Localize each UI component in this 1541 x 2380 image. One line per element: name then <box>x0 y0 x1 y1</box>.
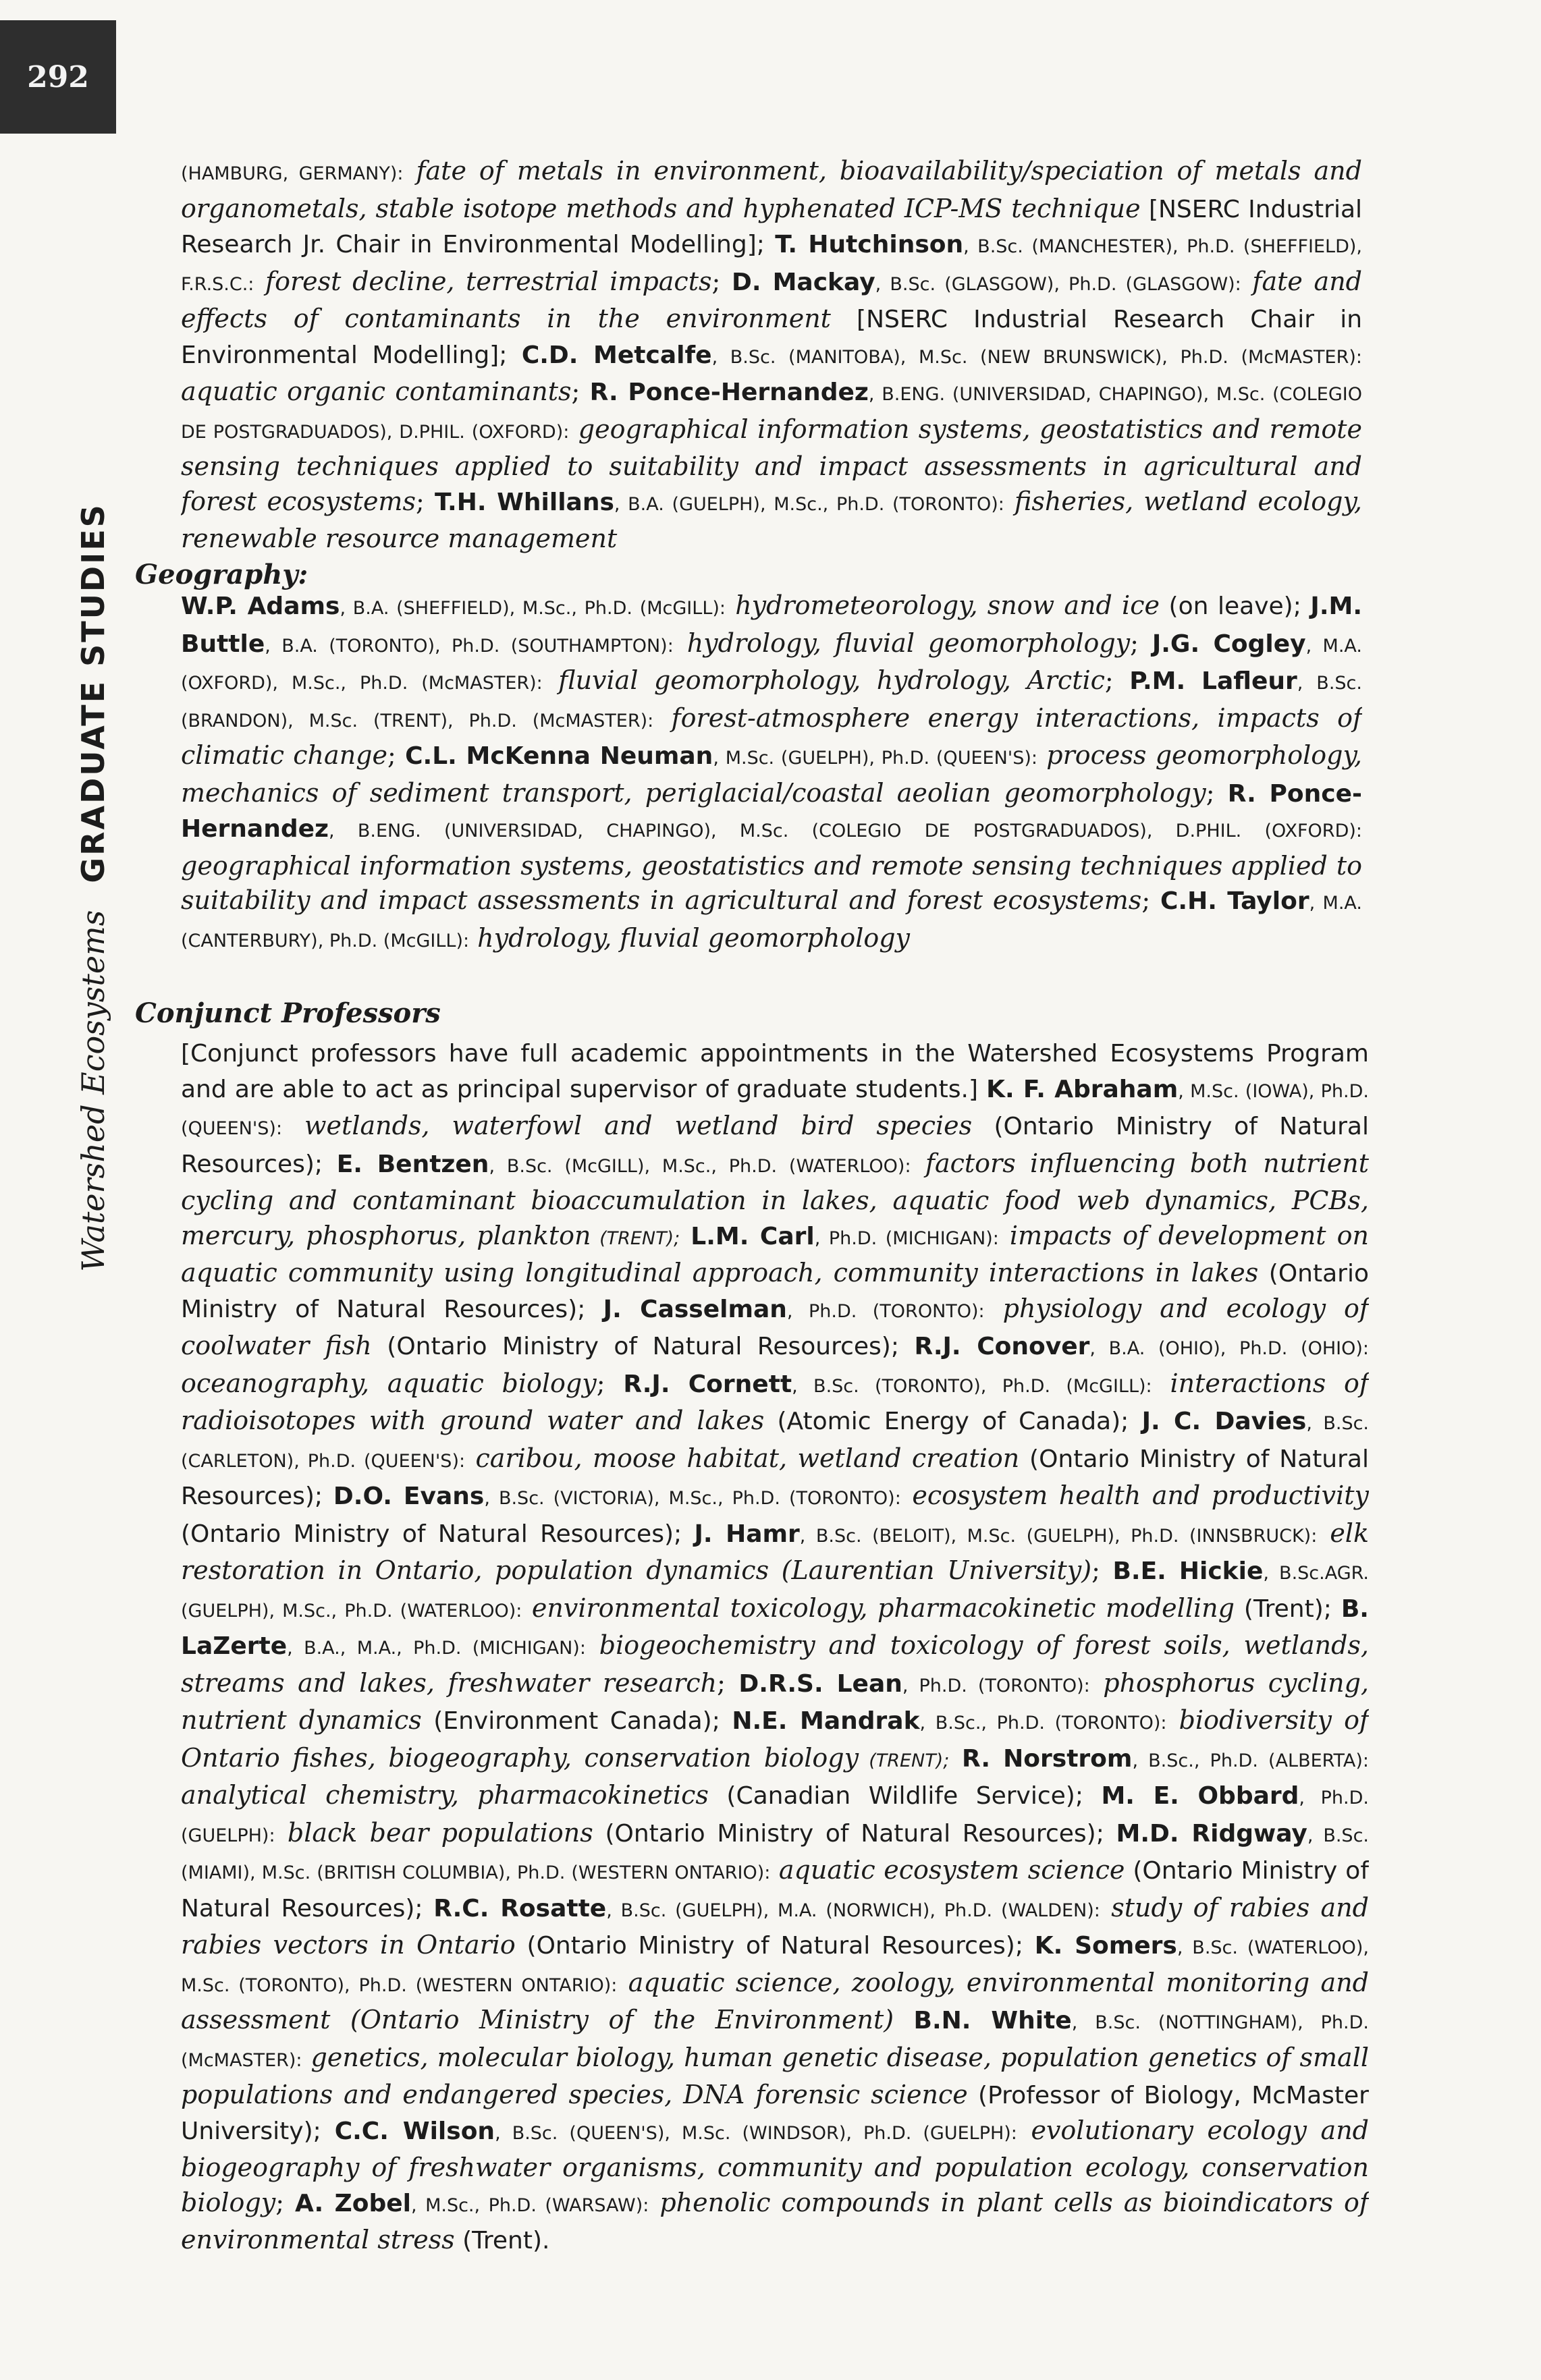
credentials: (HAMBURG, GERMANY): <box>181 163 404 184</box>
credentials: , B.A., M.A., Ph.D. (MICHIGAN): <box>287 1638 586 1659</box>
faculty-name: J. Hamr <box>694 1520 800 1548</box>
credentials: , B.Sc. (BELOIT), M.Sc. (GUELPH), Ph.D. (INNSBRUCK): <box>799 1525 1318 1547</box>
separator: ; <box>415 486 435 516</box>
separator: ; <box>1141 885 1160 915</box>
section-title: GRADUATE STUDIES <box>75 503 111 883</box>
faculty-name: T. Hutchinson <box>775 231 964 258</box>
affiliation: (Ontario Ministry of Natural Resources); <box>371 1333 915 1360</box>
separator <box>680 1221 691 1250</box>
faculty-name: N.E. Mandrak <box>732 1707 920 1735</box>
faculty-name: C.C. Wilson <box>334 2117 495 2145</box>
faculty-name: K. F. Abraham <box>986 1075 1179 1103</box>
faculty-name: B. LaZerte <box>181 1595 1369 1660</box>
affiliation: (TRENT); <box>859 1750 950 1771</box>
separator: ; <box>711 266 732 296</box>
separator: ; <box>717 1667 739 1698</box>
affiliation: (Professor of Biology, McMaster University); <box>181 2082 1369 2145</box>
faculty-name: R. Ponce-Hernandez <box>181 779 1362 843</box>
faculty-name: J. Casselman <box>603 1295 787 1323</box>
separator: ; <box>387 740 406 770</box>
faculty-name: J. C. Davies <box>1141 1408 1307 1435</box>
faculty-name: D. Mackay <box>731 268 875 296</box>
credentials: , B.Sc. (BRANDON), M.Sc. (TRENT), Ph.D. (McMASTER): <box>181 673 1362 731</box>
research-interest: forest decline, terrestrial impacts <box>254 266 712 296</box>
affiliation: (Canadian Wildlife Service); <box>708 1782 1102 1810</box>
credentials: , B.Sc. (VICTORIA), M.Sc., Ph.D. (TORONTO): <box>484 1488 901 1509</box>
credentials: , Ph.D. (GUELPH): <box>181 1788 1369 1846</box>
affiliation: (Ontario Ministry of Natural Resources); <box>181 1857 1369 1922</box>
credentials: , B.Sc. (TORONTO), Ph.D. (McGILL): <box>792 1375 1152 1397</box>
faculty-name: W.P. Adams <box>181 592 340 620</box>
research-interest: fate of metals in environment, bioavailability/speciation of metals and organometals, stable isotope methods and hyphenated ICP-MS technique <box>181 156 1362 223</box>
credentials: , B.Sc. (MANCHESTER), Ph.D. (SHEFFIELD), F.R.S.C.: <box>181 236 1362 295</box>
research-interest: genetics, molecular biology, human genetic disease, population genetics of small populations and endangered species, DNA forensic science <box>181 2042 1369 2109</box>
research-interest: environmental toxicology, pharmacokinetic modelling <box>522 1593 1235 1623</box>
separator <box>894 2005 913 2035</box>
faculty-list-continued <box>181 154 1362 567</box>
research-interest: aquatic ecosystem science <box>770 1855 1125 1885</box>
credentials: , M.A. (CANTERBURY), Ph.D. (McGILL): <box>181 893 1362 951</box>
credentials: , M.Sc. (GUELPH), Ph.D. (QUEEN'S): <box>713 748 1037 769</box>
faculty-name: D.O. Evans <box>333 1483 485 1510</box>
faculty-name: K. Somers <box>1034 1932 1177 1960</box>
faculty-name: A. Zobel <box>294 2189 411 2217</box>
series-title: Watershed Ecosystems <box>75 910 111 1272</box>
research-interest: hydrometeorology, snow and ice <box>726 590 1160 620</box>
affiliation: (Ontario Ministry of Natural Resources); <box>181 1113 1369 1178</box>
credentials: , B.Sc. (CARLETON), Ph.D. (QUEEN'S): <box>181 1413 1369 1472</box>
credentials: , B.Sc., Ph.D. (ALBERTA): <box>1132 1750 1369 1771</box>
faculty-name: R.J. Conover <box>914 1333 1090 1360</box>
research-interest: fluvial geomorphology, hydrology, Arctic <box>542 665 1105 695</box>
research-interest: forest-atmosphere energy interactions, impacts of climatic change <box>181 702 1362 770</box>
research-interest: biogeochemistry and toxicology of forest soils, wetlands, streams and lakes, freshwater research <box>181 1630 1369 1698</box>
research-interest: elk restoration in Ontario, population dynamics (Laurentian University) <box>181 1518 1369 1585</box>
research-interest: analytical chemistry, pharmacokinetics <box>181 1780 709 1810</box>
faculty-name: M.D. Ridgway <box>1116 1819 1307 1848</box>
faculty-name: J.M. Buttle <box>181 592 1362 658</box>
affiliation: [NSERC Industrial Research Chair in Environmental Modelling]; <box>181 306 1362 369</box>
credentials: , B.Sc. (QUEEN'S), M.Sc. (WINDSOR), Ph.D. (GUELPH): <box>495 2122 1017 2144</box>
credentials: , B.Sc. (MANITOBA), M.Sc. (NEW BRUNSWICK), Ph.D. (McMASTER): <box>711 346 1362 368</box>
affiliation: (Ontario Ministry of Natural Resources); <box>181 1445 1369 1510</box>
conjunct-professors-heading: Conjunct Professors <box>135 997 441 1029</box>
credentials: , Ph.D. (TORONTO): <box>902 1675 1090 1696</box>
credentials: , B.Sc. (GUELPH), M.A. (NORWICH), Ph.D. (WALDEN): <box>606 1900 1100 1921</box>
research-interest: evolutionary ecology and biogeography of freshwater organisms, community and population ecology, conservation biology <box>181 2115 1369 2217</box>
affiliation: (Environment Canada); <box>421 1707 732 1735</box>
research-interest: ecosystem health and productivity <box>900 1480 1369 1510</box>
affiliation: (TRENT); <box>591 1227 680 1249</box>
research-interest: aquatic organic contaminants <box>181 377 572 406</box>
research-interest: study of rabies and rabies vectors in Ontario <box>181 1892 1369 1960</box>
credentials: , M.A. (OXFORD), M.Sc., Ph.D. (McMASTER): <box>181 635 1362 694</box>
research-interest: factors influencing both nutrient cycling and contaminant bioaccumulation in lakes, aquatic food web dynamics, PCBs, mercury, phosphorus, plankton <box>181 1148 1369 1250</box>
faculty-name: D.R.S. Lean <box>738 1669 902 1698</box>
research-interest: aquatic science, zoology, environmental monitoring and assessment (Ontario Ministry of the Environment) <box>181 1967 1369 2035</box>
faculty-name: C.L. McKenna Neuman <box>405 742 713 770</box>
page-number: 292 <box>0 20 116 134</box>
faculty-name: R. Norstrom <box>962 1744 1133 1773</box>
research-interest: wetlands, waterfowl and wetland bird species <box>282 1111 973 1140</box>
affiliation: (Trent). <box>454 2227 550 2254</box>
research-interest: hydrology, fluvial geomorphology <box>469 922 911 953</box>
affiliation: (on leave); <box>1159 592 1311 620</box>
research-interest: process geomorphology, mechanics of sediment transport, periglacial/coastal aeolian geomorphology <box>181 740 1362 808</box>
faculty-name: P.M. Lafleur <box>1129 667 1297 695</box>
faculty-name: C.D. Metcalfe <box>521 341 712 369</box>
faculty-name: B.E. Hickie <box>1112 1557 1264 1585</box>
separator <box>949 1743 962 1773</box>
credentials: , Ph.D. (MICHIGAN): <box>814 1227 999 1249</box>
separator: ; <box>1130 628 1152 658</box>
research-interest: physiology and ecology of coolwater fish <box>181 1293 1369 1360</box>
credentials: , B.A. (OHIO), Ph.D. (OHIO): <box>1089 1338 1369 1359</box>
separator: ; <box>571 377 590 406</box>
faculty-name: E. Bentzen <box>336 1150 489 1178</box>
research-interest: hydrology, fluvial geomorphology <box>673 628 1131 658</box>
credentials: , B.Sc. (WATERLOO), M.Sc. (TORONTO), Ph.D. (WESTERN ONTARIO): <box>181 1937 1369 1996</box>
geography-heading: Geography: <box>135 559 308 590</box>
research-interest: caribou, moose habitat, wetland creation <box>465 1443 1020 1473</box>
credentials: , B.A. (TORONTO), Ph.D. (SOUTHAMPTON): <box>265 635 674 657</box>
affiliation: (Ontario Ministry of Natural Resources); <box>181 1520 695 1548</box>
credentials: , B.Sc. (McGILL), M.Sc., Ph.D. (WATERLOO): <box>489 1155 911 1177</box>
credentials: , B.Sc. (GLASGOW), Ph.D. (GLASGOW): <box>875 273 1241 295</box>
research-interest: black bear populations <box>275 1817 593 1848</box>
faculty-name: T.H. Whillans <box>434 488 614 516</box>
intro-note: [Conjunct professors have full academic appointments in the Watershed Ecosystems Program and are able to act as principal supervisor of graduate students.] <box>181 1040 1369 1103</box>
affiliation: (Ontario Ministry of Natural Resources); <box>515 1932 1035 1960</box>
credentials: , M.Sc. (IOWA), Ph.D. (QUEEN'S): <box>181 1080 1369 1139</box>
research-interest: fate and effects of contaminants in the environment <box>181 266 1362 333</box>
affiliation: (Ontario Ministry of Natural Resources); <box>181 1260 1369 1323</box>
research-interest: geographical information systems, geostatistics and remote sensing techniques applied to suitability and impact assessments in agricultural and forest ecosystems <box>181 414 1362 516</box>
credentials: , B.ENG. (UNIVERSIDAD, CHAPINGO), M.Sc. (COLEGIO DE POSTGRADUADOS), D.PHIL. (OXFORD): <box>181 384 1362 443</box>
research-interest: phenolic compounds in plant cells as bioindicators of environmental stress <box>181 2187 1369 2254</box>
affiliation: (Trent); <box>1234 1595 1341 1623</box>
affiliation: (Atomic Energy of Canada); <box>764 1408 1142 1435</box>
separator: ; <box>1104 665 1130 695</box>
separator: ; <box>1206 777 1228 808</box>
geography-faculty-list <box>181 588 1362 984</box>
research-interest: biodiversity of Ontario fishes, biogeography, conservation biology <box>181 1705 1369 1773</box>
running-side-header <box>75 503 111 1272</box>
research-interest: impacts of development on aquatic community using longitudinal approach, community interactions in lakes <box>181 1220 1369 1288</box>
credentials: , B.Sc. (NOTTINGHAM), Ph.D. (McMASTER): <box>181 2012 1369 2071</box>
credentials: , B.ENG. (UNIVERSIDAD, CHAPINGO), M.Sc. (COLEGIO DE POSTGRADUADOS), D.PHIL. (OXFORD): <box>329 821 1362 841</box>
separator: ; <box>1091 1555 1113 1585</box>
research-interest: oceanography, aquatic biology <box>181 1368 597 1398</box>
faculty-name: B.N. White <box>913 2007 1072 2035</box>
credentials: , B.Sc.AGR. (GUELPH), M.Sc., Ph.D. (WATERLOO): <box>181 1563 1369 1622</box>
credentials: , B.Sc., Ph.D. (TORONTO): <box>919 1713 1167 1734</box>
affiliation: (Ontario Ministry of Natural Resources); <box>593 1819 1116 1848</box>
faculty-name: R.C. Rosatte <box>433 1894 607 1922</box>
credentials: , B.A. (GUELPH), M.Sc., Ph.D. (TORONTO): <box>614 493 1004 515</box>
faculty-name: R.J. Cornett <box>623 1370 792 1398</box>
affiliation: [NSERC Industrial Research Jr. Chair in Environmental Modelling]; <box>181 195 1362 258</box>
faculty-name: R. Ponce-Hernandez <box>589 379 869 406</box>
credentials: , Ph.D. (TORONTO): <box>786 1300 985 1322</box>
conjunct-professors-list <box>181 1036 1369 2292</box>
separator: ; <box>275 2187 295 2217</box>
credentials: , B.A. (SHEFFIELD), M.Sc., Ph.D. (McGILL): <box>340 598 726 619</box>
research-interest: phosphorus cycling, nutrient dynamics <box>181 1667 1369 1735</box>
faculty-name: C.H. Taylor <box>1160 887 1309 915</box>
faculty-name: L.M. Carl <box>691 1222 815 1250</box>
research-interest: fisheries, wetland ecology, renewable resource management <box>181 486 1362 553</box>
credentials: , B.Sc. (MIAMI), M.Sc. (BRITISH COLUMBIA), Ph.D. (WESTERN ONTARIO): <box>181 1825 1369 1883</box>
faculty-name: J.G. Cogley <box>1152 630 1306 658</box>
credentials: , M.Sc., Ph.D. (WARSAW): <box>411 2194 649 2216</box>
research-interest: geographical information systems, geostatistics and remote sensing techniques applied to suitability and impact assessments in agricultural and forest ecosystems <box>181 850 1362 915</box>
separator: ; <box>596 1368 624 1398</box>
faculty-name: M. E. Obbard <box>1101 1782 1299 1810</box>
research-interest: interactions of radioisotopes with ground water and lakes <box>181 1368 1369 1435</box>
